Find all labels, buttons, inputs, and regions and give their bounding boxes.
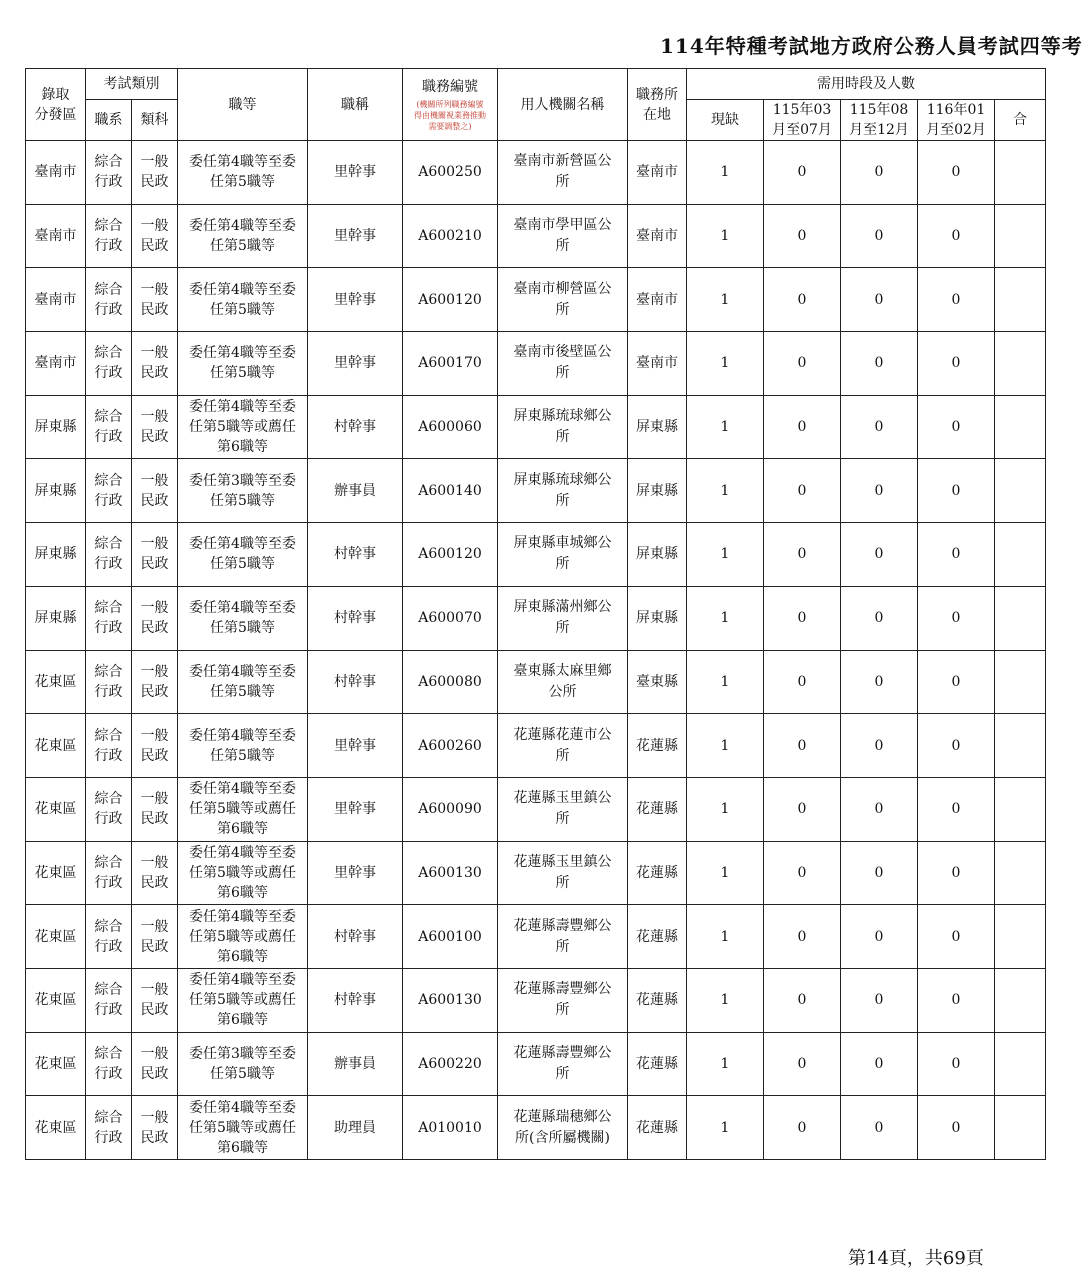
- cell-job-code: A010010: [403, 1096, 498, 1160]
- cell-location: 花蓮縣: [628, 841, 687, 905]
- cell-period-2: 0: [841, 650, 918, 714]
- cell-rank: 委任第4職等至委 任第5職等或薦任 第6職等: [178, 1096, 308, 1160]
- table-row: [26, 1032, 1046, 1096]
- table-row: [26, 332, 1046, 396]
- cell-current: 1: [687, 204, 764, 268]
- header-subject: 類科: [132, 100, 178, 141]
- cell-period-1: 0: [764, 841, 841, 905]
- header-job-code-label: 職務編號: [422, 79, 478, 95]
- cell-job-title: 里幹事: [308, 268, 403, 332]
- cell-total: [995, 1096, 1046, 1160]
- cell-location: 花蓮縣: [628, 1096, 687, 1160]
- cell-period-3: 0: [918, 650, 995, 714]
- table-row: [26, 459, 1046, 523]
- cell-job-series: 綜合 行政: [86, 968, 132, 1032]
- header-job-series: 職系: [86, 100, 132, 141]
- cell-subject: 一般 民政: [132, 650, 178, 714]
- cell-location: 花蓮縣: [628, 777, 687, 841]
- cell-agency: 臺南市後壁區公 所: [498, 332, 628, 396]
- cell-location: 屏東縣: [628, 459, 687, 523]
- table-row: [26, 586, 1046, 650]
- cell-job-title: 里幹事: [308, 714, 403, 778]
- cell-period-1: 0: [764, 586, 841, 650]
- cell-period-3: 0: [918, 459, 995, 523]
- cell-rank: 委任第4職等至委 任第5職等或薦任 第6職等: [178, 395, 308, 459]
- cell-agency: 臺東縣太麻里鄉 公所: [498, 650, 628, 714]
- cell-region: 花東區: [26, 1096, 86, 1160]
- cell-agency: 屏東縣車城鄉公 所: [498, 523, 628, 587]
- cell-subject: 一般 民政: [132, 459, 178, 523]
- cell-region: 臺南市: [26, 141, 86, 205]
- table-row: [26, 777, 1046, 841]
- cell-location: 屏東縣: [628, 523, 687, 587]
- cell-current: 1: [687, 395, 764, 459]
- cell-location: 花蓮縣: [628, 1032, 687, 1096]
- cell-period-2: 0: [841, 841, 918, 905]
- header-current: 現缺: [687, 100, 764, 141]
- cell-job-code: A600130: [403, 841, 498, 905]
- cell-job-code: A600120: [403, 268, 498, 332]
- cell-job-title: 里幹事: [308, 841, 403, 905]
- cell-region: 花東區: [26, 841, 86, 905]
- cell-job-title: 里幹事: [308, 204, 403, 268]
- cell-job-series: 綜合 行政: [86, 395, 132, 459]
- cell-total: [995, 841, 1046, 905]
- cell-period-2: 0: [841, 1096, 918, 1160]
- cell-job-code: A600120: [403, 523, 498, 587]
- header-period-2: 115年08 月至12月: [841, 100, 918, 141]
- cell-location: 臺南市: [628, 332, 687, 396]
- cell-current: 1: [687, 1032, 764, 1096]
- cell-job-title: 辦事員: [308, 1032, 403, 1096]
- cell-current: 1: [687, 714, 764, 778]
- cell-agency: 花蓮縣玉里鎮公 所: [498, 841, 628, 905]
- cell-location: 花蓮縣: [628, 968, 687, 1032]
- cell-location: 屏東縣: [628, 586, 687, 650]
- cell-total: [995, 204, 1046, 268]
- cell-region: 花東區: [26, 1032, 86, 1096]
- cell-current: 1: [687, 332, 764, 396]
- cell-subject: 一般 民政: [132, 268, 178, 332]
- cell-period-3: 0: [918, 204, 995, 268]
- cell-job-code: A600170: [403, 332, 498, 396]
- cell-period-3: 0: [918, 1096, 995, 1160]
- cell-subject: 一般 民政: [132, 841, 178, 905]
- cell-job-series: 綜合 行政: [86, 204, 132, 268]
- cell-job-code: A600260: [403, 714, 498, 778]
- cell-job-code: A600220: [403, 1032, 498, 1096]
- cell-period-2: 0: [841, 777, 918, 841]
- header-job-title: 職稱: [308, 69, 403, 141]
- cell-rank: 委任第4職等至委 任第5職等: [178, 523, 308, 587]
- cell-rank: 委任第4職等至委 任第5職等: [178, 332, 308, 396]
- cell-job-series: 綜合 行政: [86, 777, 132, 841]
- cell-subject: 一般 民政: [132, 204, 178, 268]
- cell-job-title: 里幹事: [308, 332, 403, 396]
- cell-subject: 一般 民政: [132, 395, 178, 459]
- table-row: [26, 714, 1046, 778]
- cell-total: [995, 523, 1046, 587]
- cell-job-title: 助理員: [308, 1096, 403, 1160]
- cell-rank: 委任第3職等至委 任第5職等: [178, 1032, 308, 1096]
- cell-period-3: 0: [918, 523, 995, 587]
- cell-rank: 委任第4職等至委 任第5職等或薦任 第6職等: [178, 968, 308, 1032]
- cell-job-series: 綜合 行政: [86, 586, 132, 650]
- cell-subject: 一般 民政: [132, 1096, 178, 1160]
- cell-job-series: 綜合 行政: [86, 523, 132, 587]
- cell-job-series: 綜合 行政: [86, 650, 132, 714]
- header-total: 合: [995, 100, 1046, 141]
- cell-rank: 委任第4職等至委 任第5職等或薦任 第6職等: [178, 905, 308, 969]
- cell-current: 1: [687, 650, 764, 714]
- cell-period-3: 0: [918, 1032, 995, 1096]
- cell-period-1: 0: [764, 459, 841, 523]
- cell-agency: 臺南市柳營區公 所: [498, 268, 628, 332]
- cell-period-1: 0: [764, 1032, 841, 1096]
- cell-agency: 花蓮縣花蓮市公 所: [498, 714, 628, 778]
- cell-job-title: 村幹事: [308, 650, 403, 714]
- cell-job-series: 綜合 行政: [86, 1096, 132, 1160]
- cell-location: 屏東縣: [628, 395, 687, 459]
- table-row: [26, 1096, 1046, 1160]
- cell-agency: 屏東縣琉球鄉公 所: [498, 459, 628, 523]
- cell-period-1: 0: [764, 332, 841, 396]
- cell-period-2: 0: [841, 204, 918, 268]
- cell-period-1: 0: [764, 204, 841, 268]
- cell-rank: 委任第4職等至委 任第5職等: [178, 141, 308, 205]
- cell-agency: 臺南市新營區公 所: [498, 141, 628, 205]
- cell-location: 臺南市: [628, 204, 687, 268]
- cell-period-3: 0: [918, 714, 995, 778]
- cell-rank: 委任第4職等至委 任第5職等: [178, 714, 308, 778]
- cell-period-3: 0: [918, 395, 995, 459]
- cell-region: 屏東縣: [26, 586, 86, 650]
- table-row: [26, 523, 1046, 587]
- cell-subject: 一般 民政: [132, 1032, 178, 1096]
- cell-job-code: A600080: [403, 650, 498, 714]
- cell-region: 花東區: [26, 714, 86, 778]
- cell-period-2: 0: [841, 968, 918, 1032]
- header-location: 職務所 在地: [628, 69, 687, 141]
- cell-region: 屏東縣: [26, 459, 86, 523]
- cell-total: [995, 141, 1046, 205]
- cell-job-series: 綜合 行政: [86, 332, 132, 396]
- cell-total: [995, 1032, 1046, 1096]
- cell-region: 屏東縣: [26, 395, 86, 459]
- cell-current: 1: [687, 523, 764, 587]
- cell-rank: 委任第4職等至委 任第5職等: [178, 586, 308, 650]
- cell-period-3: 0: [918, 777, 995, 841]
- cell-job-code: A600210: [403, 204, 498, 268]
- cell-job-code: A600090: [403, 777, 498, 841]
- cell-period-3: 0: [918, 586, 995, 650]
- cell-agency: 屏東縣琉球鄉公 所: [498, 395, 628, 459]
- cell-job-title: 村幹事: [308, 395, 403, 459]
- cell-total: [995, 459, 1046, 523]
- cell-current: 1: [687, 586, 764, 650]
- cell-period-2: 0: [841, 523, 918, 587]
- cell-agency: 花蓮縣玉里鎮公 所: [498, 777, 628, 841]
- cell-region: 臺南市: [26, 204, 86, 268]
- cell-total: [995, 777, 1046, 841]
- cell-period-2: 0: [841, 586, 918, 650]
- cell-region: 臺南市: [26, 268, 86, 332]
- table-row: [26, 395, 1046, 459]
- cell-current: 1: [687, 268, 764, 332]
- cell-subject: 一般 民政: [132, 332, 178, 396]
- cell-rank: 委任第4職等至委 任第5職等或薦任 第6職等: [178, 777, 308, 841]
- header-exam-category: 考試類別: [86, 69, 178, 100]
- cell-job-code: A600140: [403, 459, 498, 523]
- cell-job-code: A600100: [403, 905, 498, 969]
- cell-agency: 花蓮縣壽豐鄉公 所: [498, 905, 628, 969]
- cell-period-2: 0: [841, 905, 918, 969]
- cell-job-series: 綜合 行政: [86, 905, 132, 969]
- cell-period-3: 0: [918, 968, 995, 1032]
- cell-job-series: 綜合 行政: [86, 268, 132, 332]
- cell-agency: 屏東縣滿州鄉公 所: [498, 586, 628, 650]
- table-row: [26, 204, 1046, 268]
- cell-subject: 一般 民政: [132, 523, 178, 587]
- cell-agency: 花蓮縣壽豐鄉公 所: [498, 968, 628, 1032]
- cell-period-1: 0: [764, 141, 841, 205]
- cell-period-2: 0: [841, 268, 918, 332]
- cell-current: 1: [687, 841, 764, 905]
- cell-subject: 一般 民政: [132, 905, 178, 969]
- cell-period-1: 0: [764, 968, 841, 1032]
- table-row: [26, 268, 1046, 332]
- header-agency: 用人機關名稱: [498, 69, 628, 141]
- cell-rank: 委任第4職等至委 任第5職等: [178, 268, 308, 332]
- cell-period-3: 0: [918, 332, 995, 396]
- cell-total: [995, 968, 1046, 1032]
- cell-period-2: 0: [841, 141, 918, 205]
- cell-rank: 委任第4職等至委 任第5職等或薦任 第6職等: [178, 841, 308, 905]
- cell-job-title: 里幹事: [308, 777, 403, 841]
- cell-agency: 花蓮縣瑞穗鄉公 所(含所屬機關): [498, 1096, 628, 1160]
- cell-job-series: 綜合 行政: [86, 459, 132, 523]
- cell-region: 屏東縣: [26, 523, 86, 587]
- cell-period-1: 0: [764, 395, 841, 459]
- cell-job-title: 村幹事: [308, 968, 403, 1032]
- cell-location: 臺南市: [628, 268, 687, 332]
- cell-current: 1: [687, 1096, 764, 1160]
- cell-period-2: 0: [841, 395, 918, 459]
- cell-subject: 一般 民政: [132, 586, 178, 650]
- cell-period-1: 0: [764, 268, 841, 332]
- cell-period-1: 0: [764, 905, 841, 969]
- table-row: [26, 968, 1046, 1032]
- cell-location: 臺南市: [628, 141, 687, 205]
- cell-period-3: 0: [918, 141, 995, 205]
- cell-job-code: A600070: [403, 586, 498, 650]
- cell-current: 1: [687, 141, 764, 205]
- cell-region: 花東區: [26, 968, 86, 1032]
- cell-subject: 一般 民政: [132, 141, 178, 205]
- cell-job-code: A600060: [403, 395, 498, 459]
- cell-rank: 委任第3職等至委 任第5職等: [178, 459, 308, 523]
- cell-job-series: 綜合 行政: [86, 714, 132, 778]
- cell-period-1: 0: [764, 1096, 841, 1160]
- table-row: [26, 141, 1046, 205]
- page-number: 第14頁，共69頁: [848, 1248, 984, 1269]
- cell-rank: 委任第4職等至委 任第5職等: [178, 204, 308, 268]
- cell-job-title: 村幹事: [308, 586, 403, 650]
- cell-subject: 一般 民政: [132, 714, 178, 778]
- cell-period-2: 0: [841, 332, 918, 396]
- cell-total: [995, 905, 1046, 969]
- cell-total: [995, 714, 1046, 778]
- cell-current: 1: [687, 905, 764, 969]
- cell-rank: 委任第4職等至委 任第5職等: [178, 650, 308, 714]
- cell-period-3: 0: [918, 905, 995, 969]
- cell-job-title: 里幹事: [308, 141, 403, 205]
- cell-current: 1: [687, 459, 764, 523]
- header-job-code: [403, 69, 498, 141]
- cell-region: 臺南市: [26, 332, 86, 396]
- cell-total: [995, 395, 1046, 459]
- cell-period-1: 0: [764, 777, 841, 841]
- table-row: [26, 841, 1046, 905]
- cell-region: 花東區: [26, 905, 86, 969]
- cell-region: 花東區: [26, 650, 86, 714]
- cell-total: [995, 332, 1046, 396]
- cell-job-series: 綜合 行政: [86, 841, 132, 905]
- cell-location: 花蓮縣: [628, 905, 687, 969]
- cell-total: [995, 650, 1046, 714]
- cell-job-code: A600250: [403, 141, 498, 205]
- cell-job-title: 辦事員: [308, 459, 403, 523]
- cell-current: 1: [687, 777, 764, 841]
- cell-subject: 一般 民政: [132, 968, 178, 1032]
- cell-job-title: 村幹事: [308, 905, 403, 969]
- cell-period-1: 0: [764, 714, 841, 778]
- header-period-3: 116年01 月至02月: [918, 100, 995, 141]
- cell-period-3: 0: [918, 841, 995, 905]
- header-job-code-note: (機關所列職務編號 得由機關視業務推動 需要調整之): [414, 100, 486, 131]
- table-row: [26, 650, 1046, 714]
- cell-total: [995, 268, 1046, 332]
- cell-region: 花東區: [26, 777, 86, 841]
- cell-job-series: 綜合 行政: [86, 141, 132, 205]
- header-period-1: 115年03 月至07月: [764, 100, 841, 141]
- cell-period-2: 0: [841, 714, 918, 778]
- vacancy-table: [25, 68, 1046, 1160]
- cell-location: 臺東縣: [628, 650, 687, 714]
- cell-period-3: 0: [918, 268, 995, 332]
- table-body: [26, 141, 1046, 1160]
- cell-location: 花蓮縣: [628, 714, 687, 778]
- cell-period-1: 0: [764, 523, 841, 587]
- cell-subject: 一般 民政: [132, 777, 178, 841]
- cell-total: [995, 586, 1046, 650]
- cell-job-title: 村幹事: [308, 523, 403, 587]
- cell-agency: 臺南市學甲區公 所: [498, 204, 628, 268]
- header-demand: 需用時段及人數: [687, 69, 1046, 100]
- cell-agency: 花蓮縣壽豐鄉公 所: [498, 1032, 628, 1096]
- document-title: 114年特種考試地方政府公務人員考試四等考: [660, 34, 1083, 58]
- cell-period-2: 0: [841, 459, 918, 523]
- cell-job-code: A600130: [403, 968, 498, 1032]
- cell-period-1: 0: [764, 650, 841, 714]
- header-rank: 職等: [178, 69, 308, 141]
- table-row: [26, 905, 1046, 969]
- cell-current: 1: [687, 968, 764, 1032]
- header-region: 錄取 分發區: [26, 69, 86, 141]
- cell-job-series: 綜合 行政: [86, 1032, 132, 1096]
- cell-period-2: 0: [841, 1032, 918, 1096]
